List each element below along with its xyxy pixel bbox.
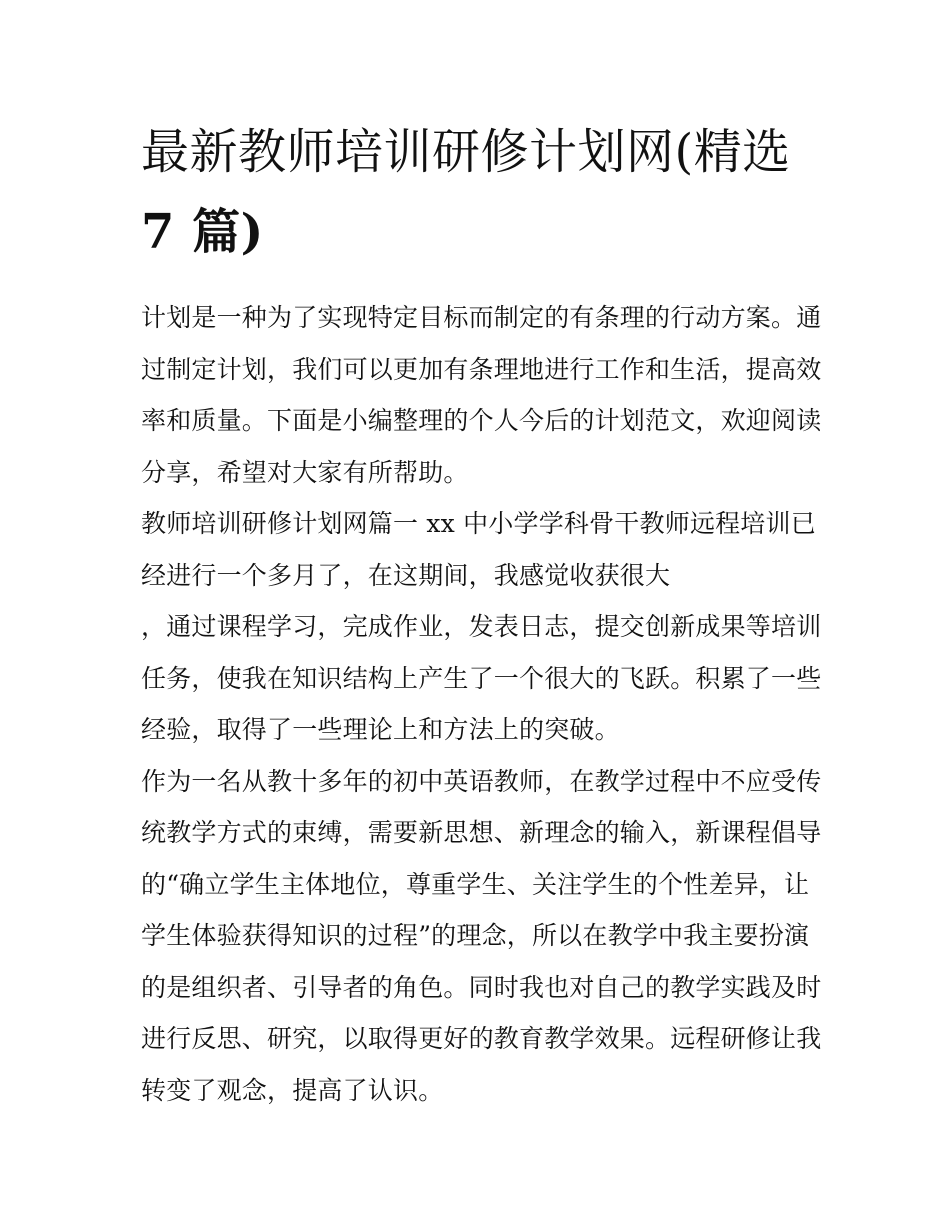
text-line: 转变了观念，提高了认识。	[141, 1075, 444, 1105]
document-title	[141, 112, 813, 272]
text-line: 计划是一种为了实现特定目标而制定的有条理的行动方案。通	[141, 303, 822, 332]
title-line: 7 篇)	[141, 204, 264, 260]
paragraph-intro	[141, 292, 822, 498]
text-line: 作为一名从教十多年的初中英语教师，在教学过程中不应受传	[141, 766, 822, 796]
text-line: 的是组织者、引导者的角色。同时我也对自己的教学实践及时	[141, 972, 822, 1002]
text-line: 进行反思、研究，以取得更好的教育教学效果。远程研修让我	[141, 1024, 822, 1053]
paragraph-teaching-reflection	[141, 756, 822, 1117]
text-line: 的“确立学生主体地位，尊重学生、关注学生的个性差异，让	[141, 869, 810, 899]
text-line: 经进行一个多月了，在这期间，我感觉收获很大	[141, 560, 671, 590]
paragraph-article-one	[141, 498, 822, 756]
text-line: 任务，使我在知识结构上产生了一个很大的飞跃。积累了一些	[141, 663, 822, 693]
text-line: 学生体验获得知识的过程”的理念，所以在教学中我主要扮演	[141, 921, 810, 950]
text-line: 率和质量。下面是小编整理的个人今后的计划范文，欢迎阅读	[141, 406, 822, 435]
text-line: 经验，取得了一些理论上和方法上的突破。	[141, 715, 620, 744]
text-line: ，通过课程学习，完成作业，发表日志，提交创新成果等培训	[141, 612, 822, 641]
document-page	[141, 112, 822, 1116]
text-line: 教师培训研修计划网篇一 xx 中小学学科骨干教师远程培训已	[141, 509, 816, 538]
document-body	[141, 292, 822, 1116]
title-line: 最新教师培训研修计划网(精选	[141, 124, 791, 180]
text-line: 过制定计划，我们可以更加有条理地进行工作和生活，提高效	[141, 354, 822, 384]
text-line: 统教学方式的束缚，需要新思想、新理念的输入，新课程倡导	[141, 818, 822, 847]
text-line: 分享，希望对大家有所帮助。	[141, 457, 469, 487]
